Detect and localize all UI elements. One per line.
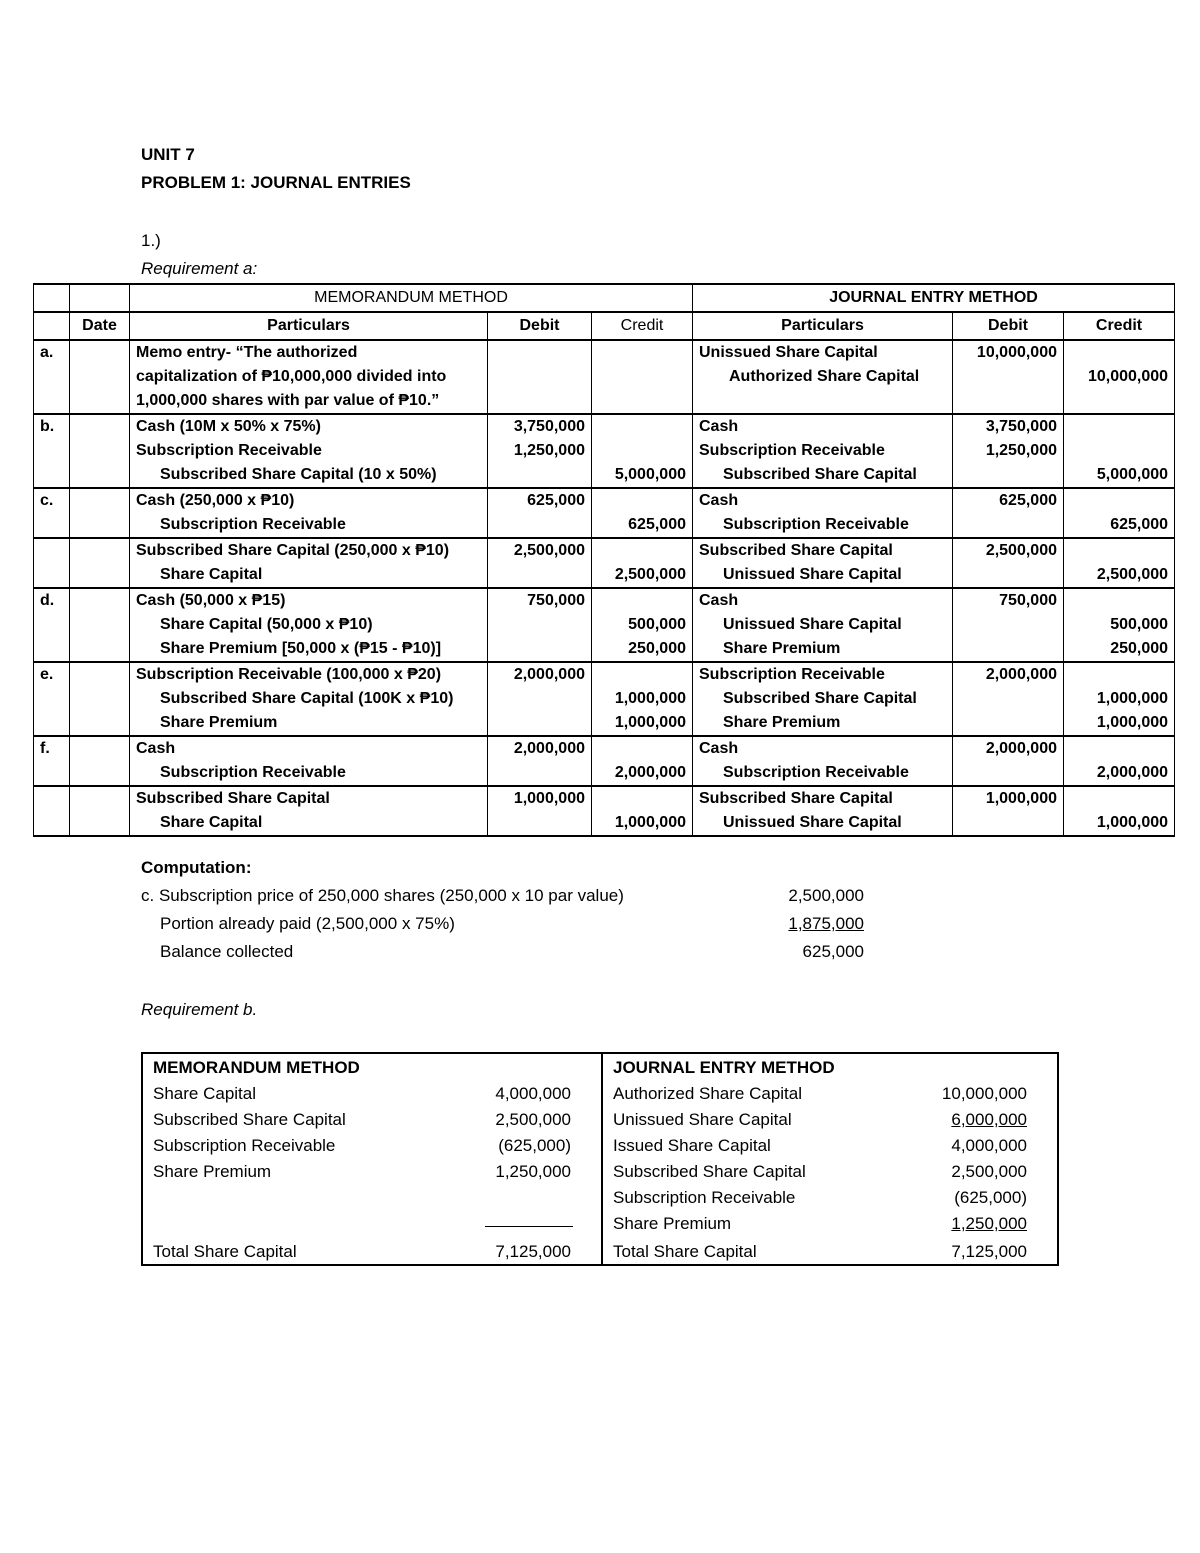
journal-particulars-line: Unissued Share Capital xyxy=(699,344,878,361)
memo-particulars-line: capitalization of ₱10,000,000 divided into xyxy=(136,368,447,385)
journal-entry-row xyxy=(34,340,1175,414)
memo-particulars-line: Cash (10M x 50% x 75%) xyxy=(136,418,321,435)
journal-particulars-line: Subscription Receivable xyxy=(723,516,909,533)
journal-summary-value: 1,250,000 xyxy=(951,1214,1027,1233)
memo-debit xyxy=(488,588,592,662)
computation-value: 1,875,000 xyxy=(788,914,864,933)
memo-particulars xyxy=(130,786,488,836)
memo-credit-line xyxy=(598,787,686,811)
journal-summary-value: 4,000,000 xyxy=(951,1136,1027,1155)
journal-credit xyxy=(1064,488,1175,538)
memo-credit-line xyxy=(598,341,686,365)
memo-credit-line xyxy=(598,737,686,761)
memo-debit-line xyxy=(494,463,585,487)
memo-credit-line xyxy=(598,589,686,613)
memo-particulars-line: Share Capital (50,000 x ₱10) xyxy=(160,616,373,633)
entry-date xyxy=(70,736,130,786)
memo-credit-line xyxy=(598,489,686,513)
memo-particulars-line: Cash (50,000 x ₱15) xyxy=(136,592,286,609)
memo-particulars-line: Subscribed Share Capital (250,000 x ₱10) xyxy=(136,542,450,559)
journal-credit-line xyxy=(1070,439,1168,463)
journal-debit-line xyxy=(959,365,1057,389)
memo-debit-line xyxy=(494,563,585,587)
memo-debit-line xyxy=(494,687,585,711)
memo-credit-line: 2,500,000 xyxy=(614,566,686,583)
journal-debit-line xyxy=(959,811,1057,835)
journal-debit-line xyxy=(959,513,1057,537)
journal-credit-line: 2,500,000 xyxy=(1096,566,1169,583)
journal-debit-line xyxy=(959,711,1057,735)
memo-summary-label: Subscribed Share Capital xyxy=(153,1110,346,1129)
journal-credit-line: 500,000 xyxy=(1110,616,1169,633)
journal-particulars xyxy=(693,488,953,538)
entry-label xyxy=(34,538,70,588)
memo-credit xyxy=(592,340,693,414)
memo-credit-line: 1,000,000 xyxy=(614,814,686,831)
journal-credit-line: 5,000,000 xyxy=(1096,466,1169,483)
journal-debit xyxy=(953,662,1064,736)
journal-entry-row xyxy=(34,488,1175,538)
entry-date xyxy=(70,414,130,488)
journal-debit-line: 3,750,000 xyxy=(985,418,1057,435)
journal-debit-line xyxy=(959,613,1057,637)
journal-particulars-line: Unissued Share Capital xyxy=(723,814,902,831)
journal-debit-line xyxy=(959,563,1057,587)
memo-summary-total-value: 7,125,000 xyxy=(495,1242,571,1261)
computation-label: Portion already paid (2,500,000 x 75%) xyxy=(160,914,455,933)
journal-particulars xyxy=(693,786,953,836)
memo-debit-line: 750,000 xyxy=(527,592,585,609)
memo-summary-value: 1,250,000 xyxy=(495,1162,571,1181)
item-number: 1.) xyxy=(141,231,161,250)
memo-credit xyxy=(592,588,693,662)
journal-entry-row xyxy=(34,414,1175,488)
memo-summary-value: (625,000) xyxy=(498,1136,571,1155)
memo-debit xyxy=(488,414,592,488)
journal-debit-line: 10,000,000 xyxy=(976,344,1057,361)
journal-particulars-line: Subscription Receivable xyxy=(699,442,885,459)
memo-debit-line: 2,000,000 xyxy=(513,666,585,683)
journal-credit-line: 1,000,000 xyxy=(1096,814,1169,831)
memo-summary-label: Subscription Receivable xyxy=(153,1136,336,1155)
computation-label: c. Subscription price of 250,000 shares (250,000 x 10 par value) xyxy=(141,886,624,905)
subtotal-rule xyxy=(485,1226,573,1227)
journal-summary-total-label: Total Share Capital xyxy=(613,1242,757,1261)
entry-label: b. xyxy=(34,414,70,488)
memo-debit-line xyxy=(494,811,585,835)
journal-credit-header: Credit xyxy=(1064,312,1175,340)
memo-particulars-line: Share Premium xyxy=(160,714,278,731)
journal-entry-row xyxy=(34,588,1175,662)
journal-debit-line xyxy=(959,389,1057,413)
journal-particulars-line: Cash xyxy=(699,740,739,757)
journal-particulars-line: Authorized Share Capital xyxy=(729,368,920,385)
memo-method-header: MEMORANDUM METHOD xyxy=(130,284,693,312)
journal-credit xyxy=(1064,662,1175,736)
journal-debit xyxy=(953,736,1064,786)
share-capital-summary xyxy=(141,1052,1059,1266)
memo-particulars-line: Subscribed Share Capital xyxy=(136,790,330,807)
memo-debit-line xyxy=(494,761,585,785)
journal-summary-total-value: 7,125,000 xyxy=(951,1242,1027,1261)
memo-debit-line xyxy=(494,389,585,413)
journal-summary-row xyxy=(613,1162,1049,1188)
entry-label xyxy=(34,786,70,836)
entry-date xyxy=(70,662,130,736)
journal-summary-value: 6,000,000 xyxy=(951,1110,1027,1129)
memo-credit-line: 2,000,000 xyxy=(614,764,686,781)
entry-date xyxy=(70,340,130,414)
journal-credit xyxy=(1064,786,1175,836)
memo-credit-line xyxy=(598,439,686,463)
memo-debit xyxy=(488,662,592,736)
journal-summary-value: 2,500,000 xyxy=(951,1162,1027,1181)
memo-credit-line xyxy=(598,389,686,413)
journal-summary-row xyxy=(613,1136,1049,1162)
memo-particulars-line: Cash xyxy=(136,740,176,757)
memo-particulars-line: Subscribed Share Capital (100K x ₱10) xyxy=(160,690,454,707)
journal-particulars-line: Subscribed Share Capital xyxy=(723,690,917,707)
memo-credit xyxy=(592,662,693,736)
journal-particulars-line: Cash xyxy=(699,418,739,435)
journal-debit-line xyxy=(959,637,1057,661)
journal-entries-table xyxy=(33,283,1175,837)
journal-debit-line: 2,000,000 xyxy=(985,666,1057,683)
computation-value: 625,000 xyxy=(802,942,864,961)
journal-debit-line xyxy=(959,761,1057,785)
memo-particulars-line: Share Capital xyxy=(160,566,263,583)
journal-debit-line xyxy=(959,687,1057,711)
date-header: Date xyxy=(70,312,130,340)
journal-particulars xyxy=(693,588,953,662)
memo-summary-row xyxy=(153,1136,593,1162)
memo-particulars-line: Subscription Receivable xyxy=(160,516,346,533)
journal-credit-line: 1,000,000 xyxy=(1096,690,1169,707)
memo-debit-line: 2,500,000 xyxy=(513,542,585,559)
journal-particulars-line: Unissued Share Capital xyxy=(723,566,902,583)
memo-summary-row xyxy=(153,1110,593,1136)
journal-credit xyxy=(1064,736,1175,786)
journal-credit-line: 2,000,000 xyxy=(1096,764,1169,781)
journal-summary-row xyxy=(613,1188,1049,1214)
memo-particulars-line: Share Premium [50,000 x (₱15 - ₱10)] xyxy=(160,640,442,657)
memo-debit-line xyxy=(494,711,585,735)
memo-summary-total-label: Total Share Capital xyxy=(153,1242,297,1261)
entry-date xyxy=(70,538,130,588)
memo-summary-title: MEMORANDUM METHOD xyxy=(153,1058,360,1077)
journal-summary-label: Authorized Share Capital xyxy=(613,1084,803,1103)
memo-debit-line xyxy=(494,365,585,389)
journal-debit xyxy=(953,588,1064,662)
memo-debit xyxy=(488,488,592,538)
journal-debit-line: 625,000 xyxy=(999,492,1057,509)
entry-label: c. xyxy=(34,488,70,538)
journal-credit-line: 10,000,000 xyxy=(1087,368,1169,385)
memo-particulars-line: Subscription Receivable (100,000 x ₱20) xyxy=(136,666,442,683)
journal-summary-column xyxy=(603,1054,1057,1264)
journal-debit-line xyxy=(959,463,1057,487)
memo-credit xyxy=(592,414,693,488)
entry-label: a. xyxy=(34,340,70,414)
journal-particulars-line: Subscribed Share Capital xyxy=(699,790,893,807)
memo-debit-header: Debit xyxy=(488,312,592,340)
memo-debit-line xyxy=(494,341,585,365)
journal-summary-value: (625,000) xyxy=(954,1188,1027,1207)
journal-particulars-header: Particulars xyxy=(693,312,953,340)
memo-summary-label: Share Premium xyxy=(153,1162,272,1181)
journal-credit-line: 1,000,000 xyxy=(1096,714,1169,731)
journal-particulars-line: Share Premium xyxy=(723,714,841,731)
memo-credit-line xyxy=(598,365,686,389)
memo-summary-column xyxy=(143,1054,603,1264)
journal-debit xyxy=(953,414,1064,488)
journal-particulars-line: Unissued Share Capital xyxy=(723,616,902,633)
journal-credit-line xyxy=(1070,341,1168,365)
memo-particulars-line: Memo entry- “The authorized xyxy=(136,344,358,361)
memo-debit-line xyxy=(494,637,585,661)
journal-credit-line xyxy=(1070,737,1168,761)
journal-summary-row xyxy=(613,1110,1049,1136)
memo-particulars-header: Particulars xyxy=(130,312,488,340)
journal-credit-line xyxy=(1070,415,1168,439)
unit-title: UNIT 7 xyxy=(141,145,195,164)
journal-summary-row xyxy=(613,1214,1049,1240)
memo-credit-line: 5,000,000 xyxy=(614,466,686,483)
memo-credit xyxy=(592,736,693,786)
requirement-b-label: Requirement b. xyxy=(141,1000,258,1019)
memo-particulars xyxy=(130,414,488,488)
journal-particulars-line: Share Premium xyxy=(723,640,841,657)
journal-debit xyxy=(953,786,1064,836)
memo-debit-line: 625,000 xyxy=(527,492,585,509)
journal-debit xyxy=(953,488,1064,538)
journal-credit-line xyxy=(1070,389,1168,413)
journal-particulars-line: Subscribed Share Capital xyxy=(723,466,917,483)
journal-particulars-line xyxy=(699,389,946,413)
computation-title: Computation: xyxy=(141,858,252,877)
journal-debit-line: 1,250,000 xyxy=(985,442,1057,459)
journal-particulars-line: Cash xyxy=(699,592,739,609)
entry-date xyxy=(70,588,130,662)
journal-summary-row xyxy=(613,1084,1049,1110)
entry-date xyxy=(70,488,130,538)
journal-particulars xyxy=(693,736,953,786)
journal-method-header: JOURNAL ENTRY METHOD xyxy=(693,284,1175,312)
memo-debit xyxy=(488,538,592,588)
memo-summary-label: Share Capital xyxy=(153,1084,257,1103)
entry-date xyxy=(70,786,130,836)
memo-credit-line xyxy=(598,539,686,563)
journal-particulars xyxy=(693,662,953,736)
journal-particulars xyxy=(693,538,953,588)
journal-particulars-line: Subscribed Share Capital xyxy=(699,542,893,559)
memo-credit xyxy=(592,786,693,836)
memo-particulars xyxy=(130,340,488,414)
memo-debit-line: 2,000,000 xyxy=(513,740,585,757)
journal-debit-line: 750,000 xyxy=(999,592,1057,609)
problem-title: PROBLEM 1: JOURNAL ENTRIES xyxy=(141,173,411,192)
memo-credit-line: 1,000,000 xyxy=(614,690,686,707)
memo-debit-line: 3,750,000 xyxy=(513,418,585,435)
journal-debit xyxy=(953,340,1064,414)
journal-summary-label: Unissued Share Capital xyxy=(613,1110,792,1129)
journal-entry-row xyxy=(34,662,1175,736)
memo-particulars xyxy=(130,736,488,786)
memo-particulars-line: Share Capital xyxy=(160,814,263,831)
journal-credit xyxy=(1064,538,1175,588)
journal-particulars-line: Cash xyxy=(699,492,739,509)
entry-label: f. xyxy=(34,736,70,786)
memo-debit-line: 1,000,000 xyxy=(513,790,585,807)
journal-credit-line: 625,000 xyxy=(1110,516,1169,533)
journal-summary-value: 10,000,000 xyxy=(941,1084,1027,1103)
memo-particulars-line: Cash (250,000 x ₱10) xyxy=(136,492,295,509)
journal-credit xyxy=(1064,340,1175,414)
journal-entry-row xyxy=(34,736,1175,786)
journal-credit xyxy=(1064,414,1175,488)
journal-summary-total-row xyxy=(613,1242,1049,1268)
journal-debit xyxy=(953,538,1064,588)
entry-label: e. xyxy=(34,662,70,736)
journal-credit-line xyxy=(1070,489,1168,513)
journal-credit-line xyxy=(1070,589,1168,613)
journal-summary-title: JOURNAL ENTRY METHOD xyxy=(613,1058,835,1077)
computation-value: 2,500,000 xyxy=(788,886,864,905)
journal-particulars-line: Subscription Receivable xyxy=(699,666,885,683)
memo-particulars xyxy=(130,488,488,538)
requirement-a-label: Requirement a: xyxy=(141,259,258,278)
memo-particulars xyxy=(130,662,488,736)
memo-debit xyxy=(488,340,592,414)
journal-particulars xyxy=(693,414,953,488)
memo-debit xyxy=(488,786,592,836)
memo-credit-line: 625,000 xyxy=(628,516,686,533)
memo-particulars xyxy=(130,538,488,588)
entry-label: d. xyxy=(34,588,70,662)
journal-debit-header: Debit xyxy=(953,312,1064,340)
journal-summary-label: Issued Share Capital xyxy=(613,1136,771,1155)
memo-summary-value: 4,000,000 xyxy=(495,1084,571,1103)
memo-credit-line: 500,000 xyxy=(628,616,686,633)
journal-credit xyxy=(1064,588,1175,662)
journal-summary-label: Share Premium xyxy=(613,1214,732,1233)
memo-summary-row xyxy=(153,1084,593,1110)
journal-summary-label: Subscription Receivable xyxy=(613,1188,796,1207)
memo-debit-line xyxy=(494,613,585,637)
memo-summary-value: 2,500,000 xyxy=(495,1110,571,1129)
memo-particulars-line: Subscription Receivable xyxy=(136,442,322,459)
journal-particulars-line: Subscription Receivable xyxy=(723,764,909,781)
journal-entry-row xyxy=(34,538,1175,588)
journal-credit-line xyxy=(1070,787,1168,811)
computation-label: Balance collected xyxy=(160,942,294,961)
memo-credit-line xyxy=(598,415,686,439)
journal-particulars xyxy=(693,340,953,414)
journal-debit-line: 2,000,000 xyxy=(985,740,1057,757)
memo-debit xyxy=(488,736,592,786)
memo-particulars-line: Subscribed Share Capital (10 x 50%) xyxy=(160,466,437,483)
memo-credit-header: Credit xyxy=(592,312,693,340)
journal-credit-line xyxy=(1070,539,1168,563)
memo-credit-line xyxy=(598,663,686,687)
memo-particulars xyxy=(130,588,488,662)
journal-debit-line: 1,000,000 xyxy=(985,790,1057,807)
memo-debit-line: 1,250,000 xyxy=(513,442,585,459)
memo-credit-line: 250,000 xyxy=(628,640,686,657)
memo-debit-line xyxy=(494,513,585,537)
journal-debit-line: 2,500,000 xyxy=(985,542,1057,559)
memo-particulars-line: 1,000,000 shares with par value of ₱10.” xyxy=(136,392,440,409)
journal-credit-line xyxy=(1070,663,1168,687)
journal-summary-label: Subscribed Share Capital xyxy=(613,1162,806,1181)
memo-summary-row xyxy=(153,1162,593,1188)
memo-credit xyxy=(592,538,693,588)
journal-credit-line: 250,000 xyxy=(1110,640,1169,657)
memo-credit-line: 1,000,000 xyxy=(614,714,686,731)
memo-particulars-line: Subscription Receivable xyxy=(160,764,346,781)
memo-summary-total-row xyxy=(153,1242,593,1268)
memo-credit xyxy=(592,488,693,538)
journal-entry-row xyxy=(34,786,1175,836)
